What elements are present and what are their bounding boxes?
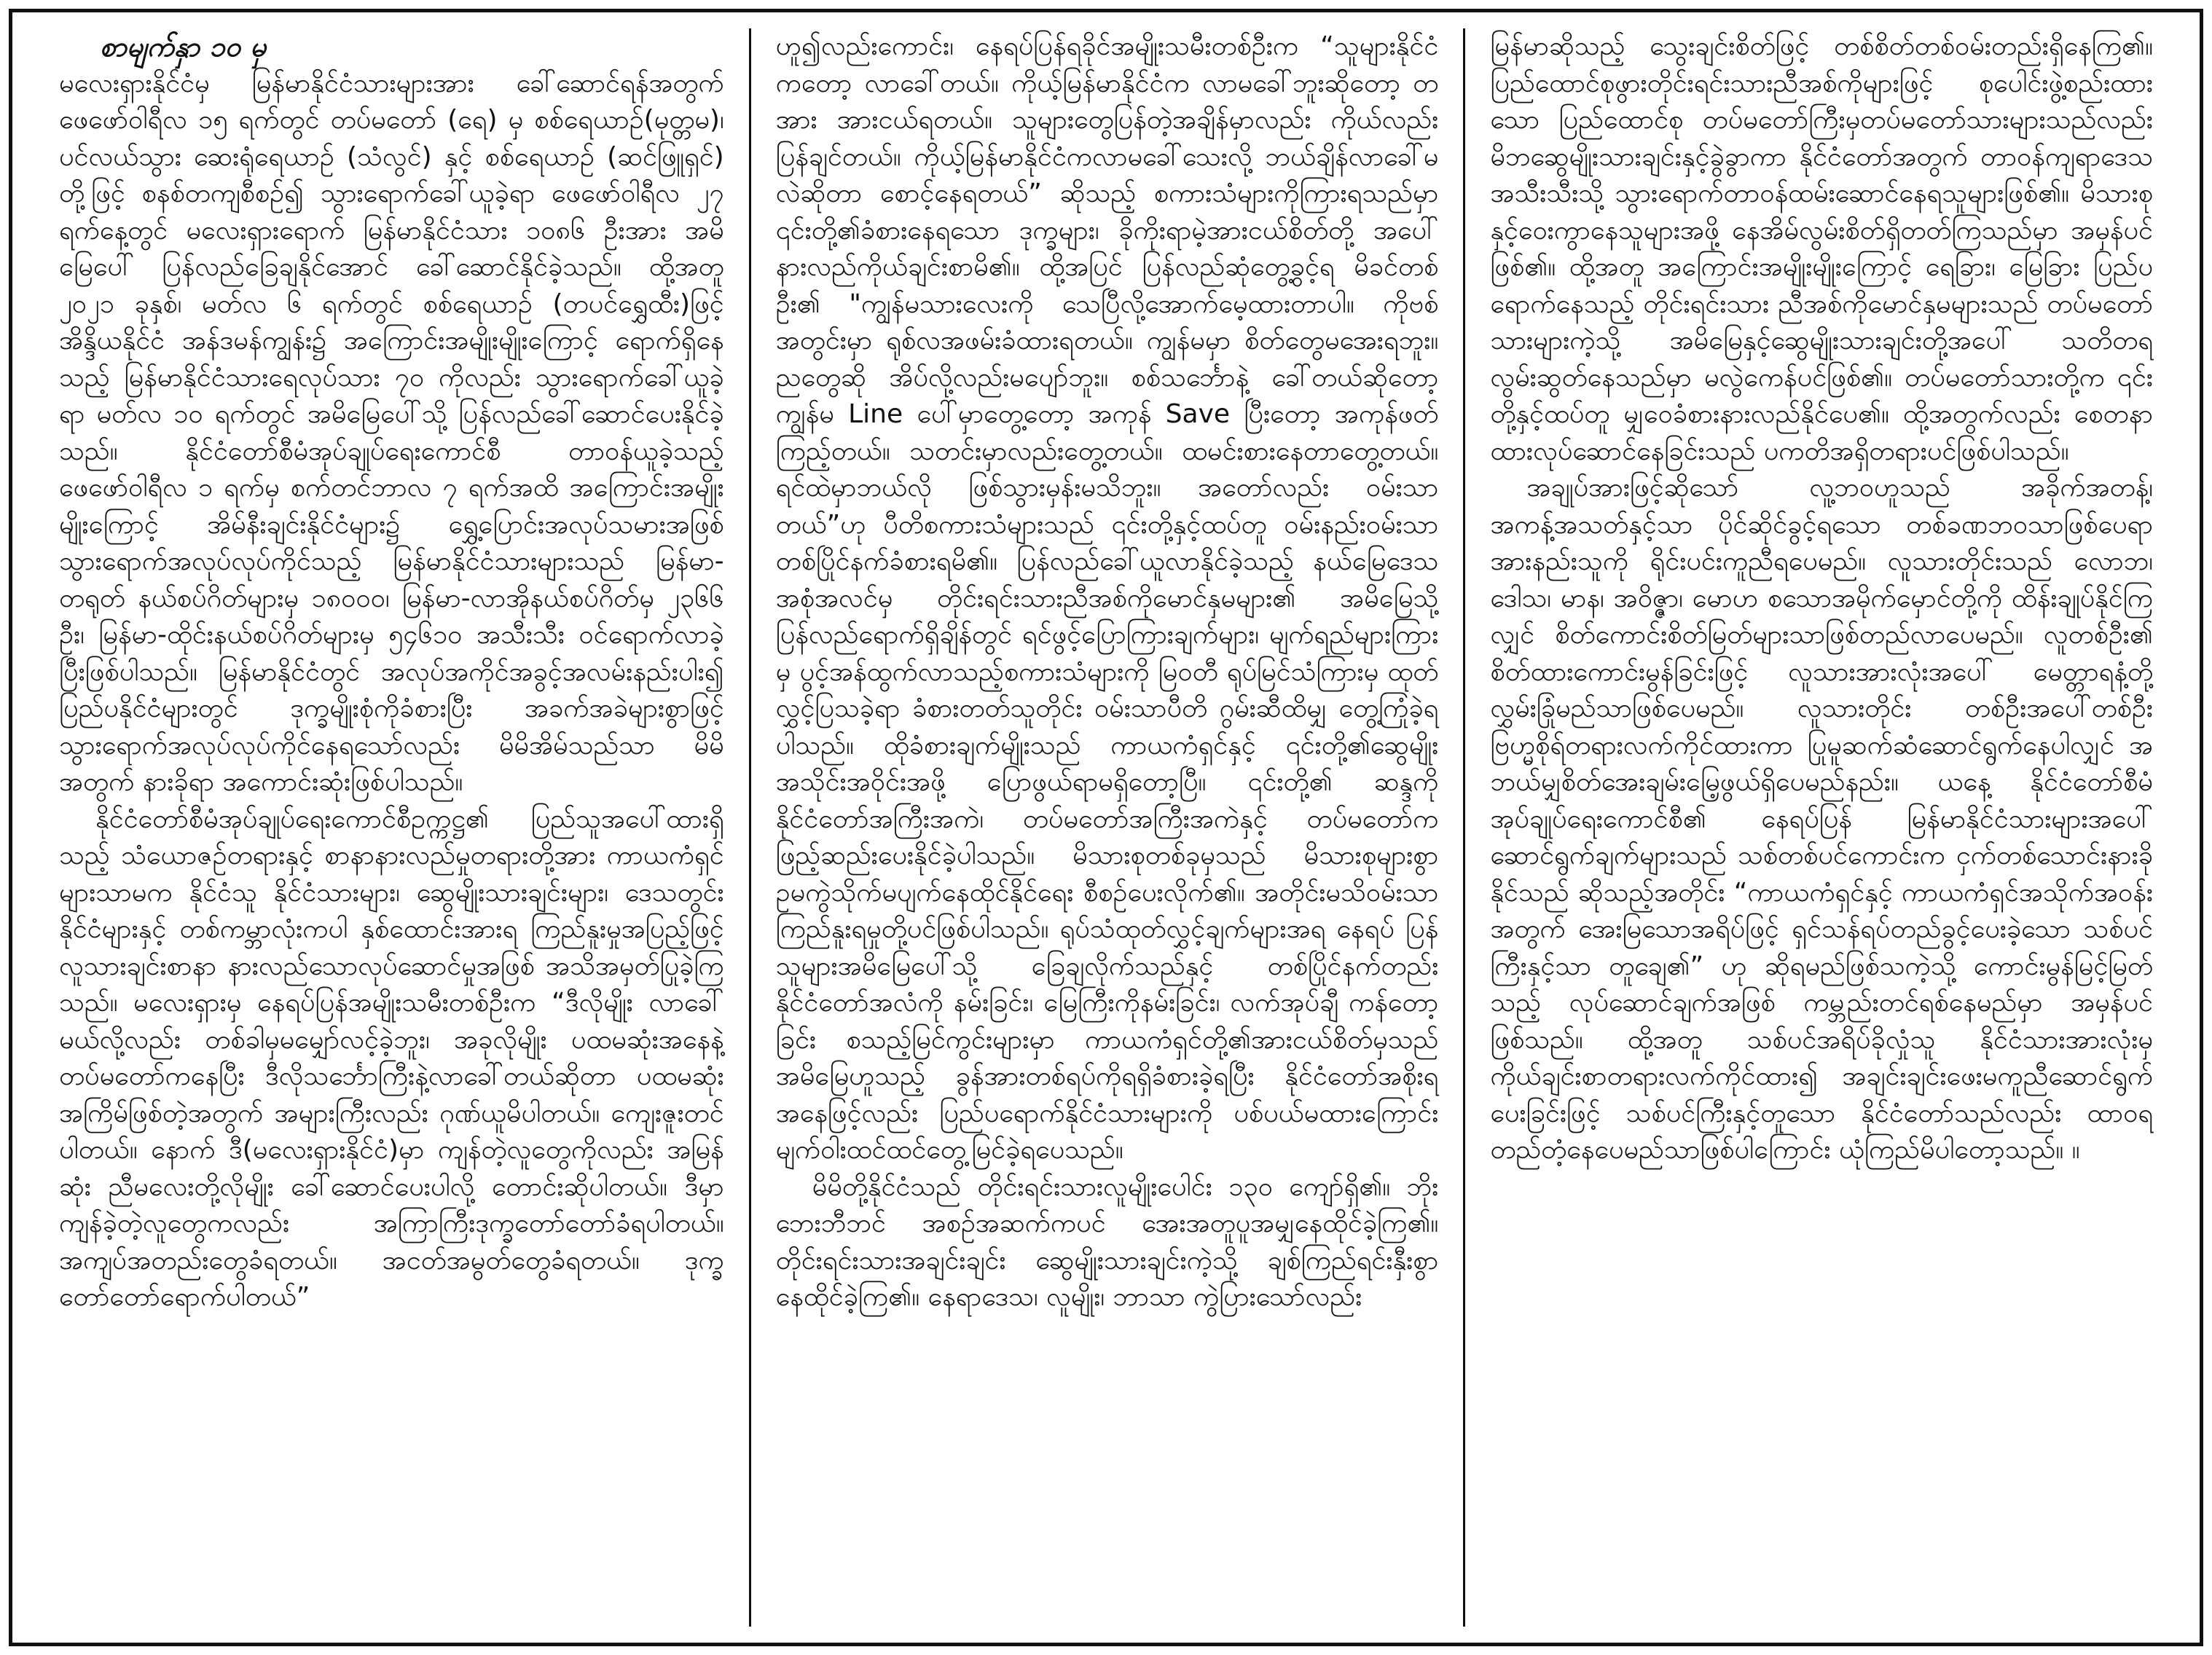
- article-paragraph: မလေးရှားနိုင်ငံမှ မြန်မာနိုင်ငံသားများအား ခေါ်ဆောင်ရန်အတွက် ဖေဖော်ဝါရီလ ၁၅ ရက်တွင် တပ်မတော် (ရေ) မှ စစ်ရေယာဉ်(မုတ္တမ)၊ ပင်လယ်သွား ဆေးရုံရေယာဉ် (သံလွင်) နှင့် စစ်ရေယာဉ် (ဆင်ဖြူရှင်) တို့ဖြင့် စနစ်တကျစီစဉ်၍ သွားရောက်ခေါ်ယူခဲ့ရာ ဖေဖော်ဝါရီလ ၂၇ ရက်နေ့တွင် မလေးရှားရောက် မြန်မာနိုင်ငံသား ၁၀၈၆ ဦးအား အမိမြေပေါ် ပြန်လည်ခြေချနိုင်အောင် ခေါ်ဆောင်နိုင်ခဲ့သည်။ ထို့အတူ ၂၀၂၁ ခုနှစ်၊ မတ်လ ၆ ရက်တွင် စစ်ရေယာဉ် (တပင်ရွှေထီး)ဖြင့် အိန္ဒိယနိုင်ငံ အန်ဒမန်ကျွန်း၌ အကြောင်းအမျိုးမျိုးကြောင့် ရောက်ရှိနေသည့် မြန်မာနိုင်ငံသားရေလုပ်သား ၇၀ ကိုလည်း သွားရောက်ခေါ်ယူခဲ့ရာ မတ်လ ၁၀ ရက်တွင် အမိမြေပေါ်သို့ ပြန်လည်ခေါ်ဆောင်ပေးနိုင်ခဲ့သည်။ နိုင်ငံတော်စီမံအုပ်ချုပ်ရေးကောင်စီ တာဝန်ယူခဲ့သည့် ဖေဖော်ဝါရီလ ၁ ရက်မှ စက်တင်ဘာလ ၇ ရက်အထိ အကြောင်းအမျိုးမျိုးကြောင့် အိမ်နီးချင်းနိုင်ငံများ၌ ရွှေ့ပြောင်းအလုပ်သမားအဖြစ် သွားရောက်အလုပ်လုပ်ကိုင်သည့် မြန်မာနိုင်ငံသားများသည် မြန်မာ-တရုတ် နယ်စပ်ဂိတ်များမှ ၁၈၀၀၀၊ မြန်မာ-လာအိုနယ်စပ်ဂိတ်မှ ၂၃၆၆ ဦး၊ မြန်မာ-ထိုင်းနယ်စပ်ဂိတ်များမှ ၅၄၆၁၀ အသီးသီး ဝင်ရောက်လာခဲ့ပြီးဖြစ်ပါသည်။ မြန်မာနိုင်ငံတွင် အလုပ်အကိုင်အခွင့်အလမ်းနည်းပါး၍ ပြည်ပနိုင်ငံများတွင် ဒုက္ခမျိုးစုံကိုခံစားပြီး အခက်အခဲများစွာဖြင့် သွားရောက်အလုပ်လုပ်ကိုင်နေရသော်လည်း မိမိအိမ်သည်သာ မိမိအတွက် နားခိုရာ အကောင်းဆုံးဖြစ်ပါသည်။: [59, 68, 724, 797]
- article-paragraph: မိမိတို့နိုင်ငံသည် တိုင်းရင်းသားလူမျိုးပေါင်း ၁၃၀ ကျော်ရှိ၏။ ဘိုးဘေးဘီဘင် အစဉ်အဆက်ကပင် အေးအတူပူအမျှနေထိုင်ခဲ့ကြ၏။ တိုင်းရင်းသားအချင်းချင်း ဆွေမျိုးသားချင်းကဲ့သို့ ချစ်ကြည်ရင်းနှီးစွာနေထိုင်ခဲ့ကြ၏။ နေရာဒေသ၊ လူမျိုး၊ ဘာသာ ကွဲပြားသော်လည်း: [775, 1171, 1439, 1312]
- article-columns: [34, 28, 2178, 1627]
- article-column-2: [749, 28, 1464, 1627]
- continued-from-label: စာမျက်နှာ ၁၀ မှ: [100, 30, 267, 63]
- article-paragraph: နိုင်ငံတော်စီမံအုပ်ချုပ်ရေးကောင်စီဥက္ကဋ္ဌ၏ ပြည်သူအပေါ်ထားရှိသည့် သံယောဇဉ်တရားနှင့် စာနာနားလည်မှုတရားတို့အား ကာယကံရှင်များသာမက နိုင်ငံသူ နိုင်ငံသားများ၊ ဆွေမျိုးသားချင်းများ၊ ဒေသတွင်းနိုင်ငံများနှင့် တစ်ကမ္ဘာလုံးကပါ နှစ်ထောင်းအားရ ကြည်နူးမှုအပြည့်ဖြင့် လူသားချင်းစာနာ နားလည်သောလုပ်ဆောင်မှုအဖြစ် အသိအမှတ်ပြုခဲ့ကြသည်။ မလေးရှားမှ နေရပ်ပြန်အမျိုးသမီးတစ်ဦးက “ဒီလိုမျိုး လာခေါ်မယ်လို့လည်း တစ်ခါမှမမျှော်လင့်ခဲ့ဘူး၊ အခုလိုမျိုး ပထမဆုံးအနေနဲ့ တပ်မတော်ကနေပြီး ဒီလိုသင်္ဘောကြီးနဲ့လာခေါ်တယ်ဆိုတာ ပထမဆုံးအကြိမ်ဖြစ်တဲ့အတွက် အများကြီးလည်း ဂုဏ်ယူမိပါတယ်။ ကျေးဇူးတင်ပါတယ်။ နောက် ဒီ(မလေးရှားနိုင်ငံ)မှာ ကျန်တဲ့လူတွေကိုလည်း အမြန်ဆုံး ညီမလေးတို့လိုမျိုး ခေါ်ဆောင်ပေးပါလို့ တောင်းဆိုပါတယ်။ ဒီမှာကျန်ခဲ့တဲ့လူတွေကလည်း အကြာကြီးဒုက္ခတော်တော်ခံရပါတယ်။ အကျပ်အတည်းတွေခံရတယ်။ အငတ်အမွတ်တွေခံရတယ်။ ဒုက္ခတော်တော်ရောက်ပါတယ်”: [59, 803, 724, 1312]
- article-column-3: [1463, 28, 2178, 1627]
- article-column-1: [34, 28, 749, 1627]
- article-paragraph: အချုပ်အားဖြင့်ဆိုသော် လူ့ဘဝဟူသည် အခိုက်အတန့်၊ အကန့်အသတ်နှင့်သာ ပိုင်ဆိုင်ခွင့်ရသော တစ်ခဏဘဝသာဖြစ်ပေရာ အားနည်းသူကို ရိုင်းပင်းကူညီရပေမည်။ လူသားတိုင်းသည် လောဘ၊ ဒေါသ၊ မာန၊ အဝိဇ္ဇာ၊ မောဟ စသောအမိုက်မှောင်တို့ကို ထိန်းချုပ်နိုင်ကြလျှင် စိတ်ကောင်းစိတ်မြတ်များသာဖြစ်တည်လာပေမည်။ လူတစ်ဦး၏ စိတ်ထားကောင်းမွန်ခြင်းဖြင့် လူသားအားလုံးအပေါ် မေတ္တာရနံ့တို့လွှမ်းခြုံမည်သာဖြစ်ပေမည်။ လူသားတိုင်း တစ်ဦးအပေါ်တစ်ဦး ဗြဟ္မစိုရ်တရားလက်ကိုင်ထားကာ ပြုမူဆက်ဆံဆောင်ရွက်နေပါလျှင် အဘယ်မျှစိတ်အေးချမ်းမြေ့ဖွယ်ရှိပေမည်နည်း။ ယနေ့ နိုင်ငံတော်စီမံအုပ်ချုပ်ရေးကောင်စီ၏ နေရပ်ပြန် မြန်မာနိုင်ငံသားများအပေါ် ဆောင်ရွက်ချက်များသည် သစ်တစ်ပင်ကောင်းက ငှက်တစ်သောင်းနားခိုနိုင်သည် ဆိုသည့်အတိုင်း “ကာယကံရှင်နှင့် ကာယကံရှင်အသိုက်အဝန်းအတွက် အေးမြသောအရိပ်ဖြင့် ရှင်သန်ရပ်တည်ခွင့်ပေးခဲ့သော သစ်ပင်ကြီးနှင့်သာ တူချေ၏” ဟု ဆိုရမည်ဖြစ်သကဲ့သို့ ကောင်းမွန်မြင့်မြတ်သည့် လုပ်ဆောင်ချက်အဖြစ် ကမ္ဘည်းတင်ရစ်နေမည်မှာ အမှန်ပင်ဖြစ်သည်။ ထို့အတူ သစ်ပင်အရိပ်ခိုလှုံသူ နိုင်ငံသားအားလုံးမှ ကိုယ်ချင်းစာတရားလက်ကိုင်ထား၍ အချင်းချင်းဖေးမကူညီဆောင်ရွက်ပေးခြင်းဖြင့် သစ်ပင်ကြီးနှင့်တူသော နိုင်ငံတော်သည်လည်း ထာဝရတည်တံ့နေပေမည်သာဖြစ်ပါကြောင်း ယုံကြည်မိပါတော့သည်။ ။: [1490, 473, 2153, 1165]
- article-frame: [9, 9, 2203, 1646]
- article-paragraph: ဟူ၍လည်းကောင်း၊ နေရပ်ပြန်ရခိုင်အမျိုးသမီးတစ်ဦးက “သူများနိုင်ငံကတော့ လာခေါ်တယ်။ ကိုယ့်မြန်မာနိုင်ငံက လာမခေါ်ဘူးဆိုတော့ တအား အားငယ်ရတယ်။ သူများတွေပြန်တဲ့အချိန်မှာလည်း ကိုယ်လည်း ပြန်ချင်တယ်။ ကိုယ့်မြန်မာနိုင်ငံကလာမခေါ်သေးလို့ ဘယ်ချိန်လာခေါ်မလဲဆိုတာ စောင့်နေရတယ်” ဆိုသည့် စကားသံများကိုကြားရသည်မှာ ၎င်းတို့၏ခံစားနေရသော ဒုက္ခများ၊ ခိုကိုးရာမဲ့အားငယ်စိတ်တို့ အပေါ် နားလည်ကိုယ်ချင်းစာမိ၏။ ထို့အပြင် ပြန်လည်ဆုံတွေ့ခွင့်ရ မိခင်တစ်ဦး၏ "ကျွန်မသားလေးကို သေပြီလို့အောက်မေ့ထားတာပါ။ ကိုဗစ်အတွင်းမှာ ရုစ်လအဖမ်းခံထားရတယ်။ ကျွန်မမှာ စိတ်တွေမအေးရဘူး။ ညတွေဆို အိပ်လို့လည်းမပျော်ဘူး။ စစ်သင်္ဘောနဲ့ ခေါ်တယ်ဆိုတော့ ကျွန်မ Line ပေါ်မှာတွေ့တော့ အကုန် Save ပြီးတော့ အကုန်ဖတ်ကြည့်တယ်။ သတင်းမှာလည်းတွေ့တယ်။ ထမင်းစားနေတာတွေ့တယ်။ ရင်ထဲမှာဘယ်လို ဖြစ်သွားမှန်းမသိဘူး။ အတော်လည်း ဝမ်းသာတယ်”ဟု ပီတိစကားသံများသည် ၎င်းတို့နှင့်ထပ်တူ ဝမ်းနည်းဝမ်းသာ တစ်ပြိုင်နက်ခံစားရမိ၏။ ပြန်လည်ခေါ်ယူလာနိုင်ခဲ့သည့် နယ်မြေဒေသအစုံအလင်မှ တိုင်းရင်းသားညီအစ်ကိုမောင်နှမများ၏ အမိမြေသို့ပြန်လည်ရောက်ရှိချိန်တွင် ရင်ဖွင့်ပြောကြားချက်များ၊ မျက်ရည်များကြားမှ ပွင့်အန်ထွက်လာသည့်စကားသံများကို မြဝတီ ရုပ်မြင်သံကြားမှ ထုတ်လွှင့်ပြသခဲ့ရာ ခံစားတတ်သူတိုင်း ဝမ်းသာပီတိ ဂွမ်းဆီထိမျှ တွေ့ကြုံခဲ့ရပါသည်။ ထိုခံစားချက်မျိုးသည် ကာယကံရှင်နှင့် ၎င်းတို့၏ဆွေမျိုးအသိုင်းအဝိုင်းအဖို့ ပြောဖွယ်ရာမရှိတော့ပြီ။ ၎င်းတို့၏ ဆန္ဒကို နိုင်ငံတော်အကြီးအကဲ၊ တပ်မတော်အကြီးအကဲနှင့် တပ်မတော်က ဖြည့်ဆည်းပေးနိုင်ခဲ့ပါသည်။ မိသားစုတစ်ခုမှသည် မိသားစုများစွာ ဥမကွဲသိုက်မပျက်နေထိုင်နိုင်ရေး စီစဉ်ပေးလိုက်၏။ အတိုင်းမသိဝမ်းသာကြည်နူးရမှုတို့ပင်ဖြစ်ပါသည်။ ရုပ်သံထုတ်လွှင့်ချက်များအရ နေရပ် ပြန်သူများအမိမြေပေါ်သို့ ခြေချလိုက်သည်နှင့် တစ်ပြိုင်နက်တည်း နိုင်ငံတော်အလံကို နမ်းခြင်း၊ မြေကြီးကိုနမ်းခြင်း၊ လက်အုပ်ချီ ကန်တော့ခြင်း စသည့်မြင်ကွင်းများမှာ ကာယကံရှင်တို့၏အားငယ်စိတ်မှသည် အမိမြေဟူသည့် ခွန်အားတစ်ရပ်ကိုရရှိခံစားခဲ့ရပြီး နိုင်ငံတော်အစိုးရအနေဖြင့်လည်း ပြည်ပရောက်နိုင်ငံသားများကို ပစ်ပယ်မထားကြောင်း မျက်ဝါးထင်ထင်တွေ့မြင်ခဲ့ရပေသည်။: [775, 31, 1439, 1165]
- article-paragraph: မြန်မာဆိုသည့် သွေးချင်းစိတ်ဖြင့် တစ်စိတ်တစ်ဝမ်းတည်းရှိနေကြ၏။ ပြည်ထောင်စုဖွားတိုင်းရင်းသားညီအစ်ကိုများဖြင့် စုပေါင်းဖွဲ့စည်းထားသော ပြည်ထောင်စု တပ်မတော်ကြီးမှတပ်မတော်သားများသည်လည်း မိဘဆွေမျိုးသားချင်းနှင့်ခွဲခွာကာ နိုင်ငံတော်အတွက် တာဝန်ကျရာဒေသအသီးသီးသို့ သွားရောက်တာဝန်ထမ်းဆောင်နေရသူများဖြစ်၏။ မိသားစုနှင့်ဝေးကွာနေသူများအဖို့ နေအိမ်လွမ်းစိတ်ရှိတတ်ကြသည်မှာ အမှန်ပင်ဖြစ်၏။ ထို့အတူ အကြောင်းအမျိုးမျိုးကြောင့် ရေခြား၊ မြေခြား ပြည်ပရောက်နေသည့် တိုင်းရင်းသား ညီအစ်ကိုမောင်နှမများသည် တပ်မတော်သားများကဲ့သို့ အမိမြေနှင့်ဆွေမျိုးသားချင်းတို့အပေါ် သတိတရလွမ်းဆွတ်နေသည်မှာ မလွဲကေန်ပင်ဖြစ်၏။ တပ်မတော်သားတို့က ၎င်းတို့နှင့်ထပ်တူ မျှဝေခံစားနားလည်နိုင်ပေ၏။ ထို့အတွက်လည်း စေတနာထားလုပ်ဆောင်နေခြင်းသည် ပကတိအရှိတရားပင်ဖြစ်ပါသည်။: [1490, 31, 2153, 466]
